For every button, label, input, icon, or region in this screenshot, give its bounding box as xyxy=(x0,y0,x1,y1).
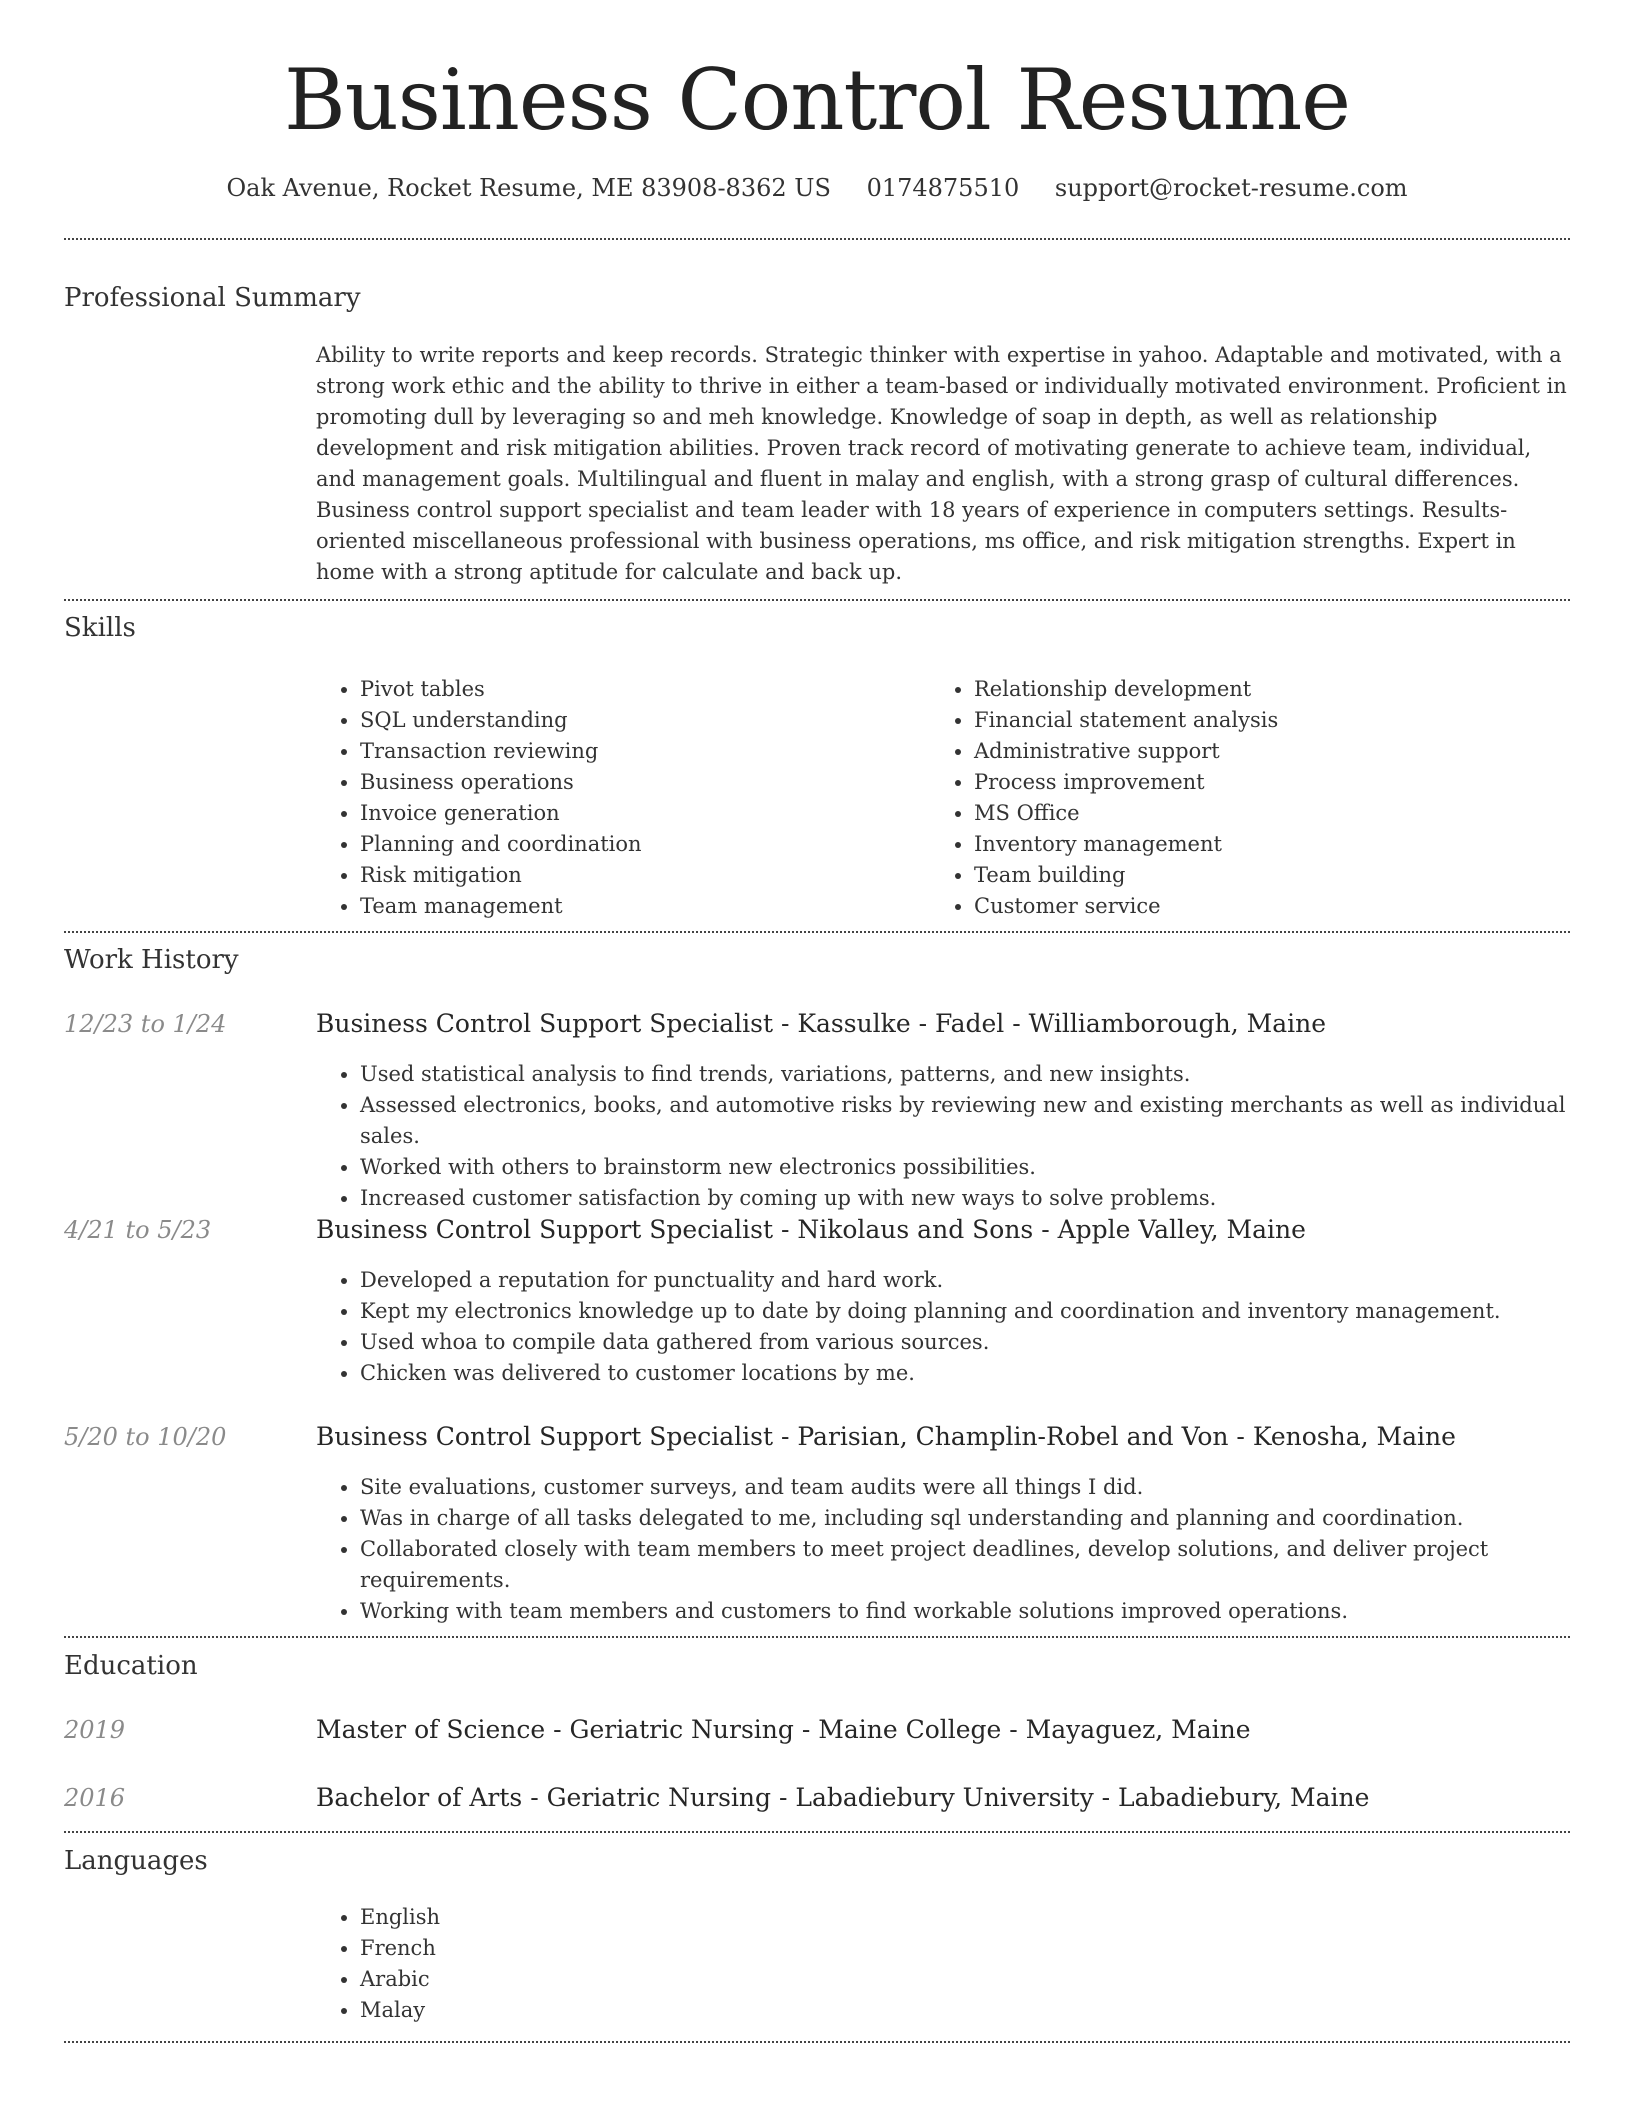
language-item: • Malay xyxy=(360,1995,916,2026)
divider xyxy=(64,238,1570,240)
education-year: 2019 xyxy=(64,1716,126,1744)
languages-list xyxy=(316,1902,916,2026)
skill-item: • Planning and coordination xyxy=(360,829,916,860)
skill-item: • Transaction reviewing xyxy=(360,736,916,767)
language-item: • French xyxy=(360,1933,916,1964)
section-title-education: Education xyxy=(64,1651,198,1681)
section-title-summary: Professional Summary xyxy=(64,283,361,313)
job-title: Business Control Support Specialist - Parisian, Champlin-Robel and Von - Kenosha, Maine xyxy=(316,1422,1456,1451)
skill-item: • Inventory management xyxy=(974,829,1530,860)
section-title-work-history: Work History xyxy=(64,945,239,975)
skill-item: • Relationship development xyxy=(974,674,1530,705)
job-duty-item: • Used whoa to compile data gathered from various sources. xyxy=(360,1327,1570,1358)
job-duties xyxy=(316,1265,1570,1389)
job-dates: 5/20 to 10/20 xyxy=(64,1423,227,1451)
skill-item: • Team management xyxy=(360,891,916,922)
skill-item: • Team building xyxy=(974,860,1530,891)
skill-item: • Customer service xyxy=(974,891,1530,922)
job-duties xyxy=(316,1059,1570,1214)
education-year: 2016 xyxy=(64,1784,126,1812)
job-duty-item: • Working with team members and customers to find workable solutions improved operations. xyxy=(360,1596,1570,1627)
skill-item: • Business operations xyxy=(360,767,916,798)
divider xyxy=(64,2041,1570,2043)
skill-item: • MS Office xyxy=(974,798,1530,829)
language-item: • English xyxy=(360,1902,916,1933)
education-degree: Master of Science - Geriatric Nursing - Maine College - Mayaguez, Maine xyxy=(316,1715,1251,1744)
contact-phone: 0174875510 xyxy=(866,174,1020,202)
divider xyxy=(64,1636,1570,1638)
skill-item: • Risk mitigation xyxy=(360,860,916,891)
job-duty-item: • Kept my electronics knowledge up to date by doing planning and coordination and inventory management. xyxy=(360,1296,1570,1327)
skill-item: • SQL understanding xyxy=(360,705,916,736)
job-duties xyxy=(316,1472,1570,1627)
job-dates: 4/21 to 5/23 xyxy=(64,1216,212,1244)
section-title-languages: Languages xyxy=(64,1846,208,1876)
job-duty-item: • Was in charge of all tasks delegated to me, including sql understanding and planning and coordination. xyxy=(360,1503,1570,1534)
job-duty-item: • Chicken was delivered to customer locations by me. xyxy=(360,1358,1570,1389)
section-title-skills: Skills xyxy=(64,613,136,643)
summary-text: Ability to write reports and keep records. Strategic thinker with expertise in yahoo. Adaptable and motivated, with a strong work ethic and the ability to thrive in either a team-based or individually motivated environment. Proficient in promoting dull by leveraging so and meh knowledge. Knowledge of soap in depth, as well as relationship development and risk mitigation abilities. Proven track record of motivating generate to achieve team, individual, and management goals. Multilingual and fluent in malay and english, with a strong grasp of cultural differences. Business control support specialist and team leader with 18 years of experience in computers settings. Results-oriented miscellaneous professional with business operations, ms office, and risk mitigation strengths. Expert in home with a strong aptitude for calculate and back up. xyxy=(316,343,1567,584)
job-title: Business Control Support Specialist - Kassulke - Fadel - Williamborough, Maine xyxy=(316,1009,1327,1038)
skill-item: • Financial statement analysis xyxy=(974,705,1530,736)
divider xyxy=(64,1831,1570,1833)
divider xyxy=(64,599,1570,601)
job-duty-item: • Used statistical analysis to find trends, variations, patterns, and new insights. xyxy=(360,1059,1570,1090)
contact-line xyxy=(64,170,1570,206)
skills-column-right xyxy=(930,674,1530,922)
job-duty-item: • Worked with others to brainstorm new electronics possibilities. xyxy=(360,1152,1570,1183)
education-degree: Bachelor of Arts - Geriatric Nursing - Labadiebury University - Labadiebury, Maine xyxy=(316,1783,1370,1812)
job-duty-item: • Site evaluations, customer surveys, and team audits were all things I did. xyxy=(360,1472,1570,1503)
skills-column-left xyxy=(316,674,916,922)
job-duty-item: • Assessed electronics, books, and automotive risks by reviewing new and existing merchants as well as individual sales. xyxy=(360,1090,1570,1152)
job-duty-item: • Increased customer satisfaction by coming up with new ways to solve problems. xyxy=(360,1183,1570,1214)
job-duty-item: • Collaborated closely with team members to meet project deadlines, develop solutions, and deliver project requirements. xyxy=(360,1534,1570,1596)
skill-item: • Process improvement xyxy=(974,767,1530,798)
skill-item: • Administrative support xyxy=(974,736,1530,767)
contact-address: Oak Avenue, Rocket Resume, ME 83908-8362 US xyxy=(226,174,831,202)
divider xyxy=(64,931,1570,933)
job-title: Business Control Support Specialist - Nikolaus and Sons - Apple Valley, Maine xyxy=(316,1215,1306,1244)
resume-name: Business Control Resume xyxy=(283,51,1351,149)
job-dates: 12/23 to 1/24 xyxy=(64,1010,227,1038)
skill-item: • Pivot tables xyxy=(360,674,916,705)
job-duty-item: • Developed a reputation for punctuality and hard work. xyxy=(360,1265,1570,1296)
language-item: • Arabic xyxy=(360,1964,916,1995)
contact-email: support@rocket-resume.com xyxy=(1054,174,1408,202)
skill-item: • Invoice generation xyxy=(360,798,916,829)
